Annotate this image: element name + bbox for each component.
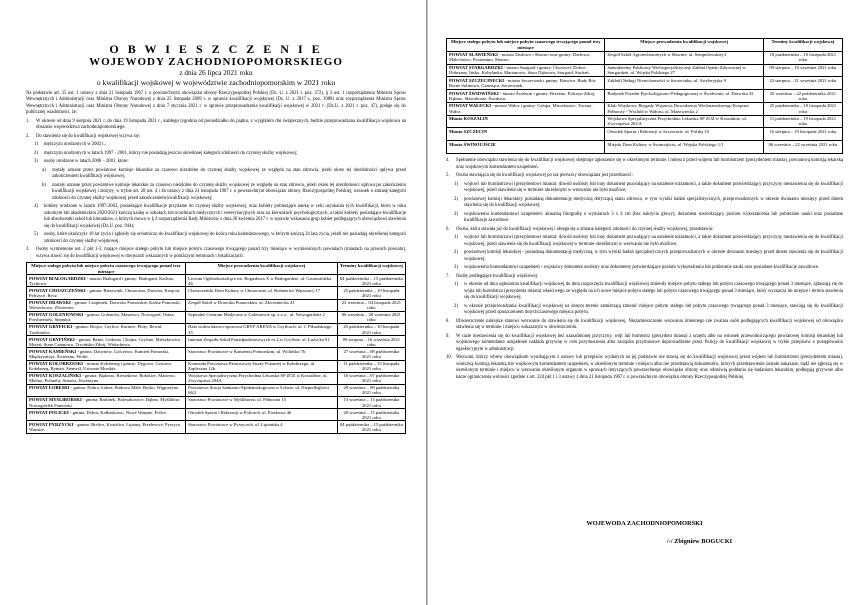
cell-place: Starostwo Powiatowe w Pyrzycach, ul. Lipiańska 4 — [186, 421, 338, 433]
page-1-content — [26, 42, 406, 605]
cell-place: Miejski Dom Kultury w Świnoujściu, ul. Wojska Polskiego 1/1 — [605, 141, 763, 154]
area-name: POWIAT PYRZYCKI — [29, 421, 74, 427]
list-item — [446, 334, 843, 354]
list-item-text: w okresie od dnia ogłoszenia kwalifikacji wojskowej do dnia rozpoczęcia kwalifikacji wojskowej zmieniły miejsce pobytu stałego lub pobytu czasowego trwającego ponad 3 miesiące, zgłaszają się do wójta lub burmistrza (prezydenta miasta) właściwego ze względu na ich nowe miejsce pobytu stałego lub pobytu czasowego trwającego ponad 3 miesiące, który wyznacza im miejsce i termin stawienia się do kwalifikacji wojskowej; — [464, 282, 843, 301]
cell-area — [27, 397, 186, 409]
list-item — [446, 173, 843, 180]
cell-dates: 23 sierpnia – 21 września 2021 roku — [763, 77, 842, 90]
cell-area — [27, 421, 186, 433]
area-name: POWIAT ŁOBESKI — [29, 385, 70, 391]
table-row — [447, 77, 843, 90]
list-item-text: Osoba stawiająca się do kwalifikacji wojskowej po raz pierwszy obowiązana jest przedstawić: — [456, 173, 633, 179]
area-name: POWIAT KAMIEŃSKI — [29, 348, 77, 354]
list-item-number: 1) — [34, 142, 38, 147]
list-item — [26, 134, 406, 141]
list-item-text: W razie niestawienia się do kwalifikacji wojskowej bez uzasadnionej przyczyny, wójt lub burmistrz (prezydent miasta) z urzędu albo na wniosek przewodniczącego powiatowej komisji lekarskiej lub wojskowego komendanta uzupełnień nakłada grzywnę w celu przymuszenia albo zarządza przymusowe doprowadzenie przez Policję do kwalifikacji wojskowej w trybie przepisów o postępowaniu egzekucyjnym w administracji. — [456, 333, 843, 352]
cell-area — [447, 141, 605, 154]
table-row — [27, 384, 406, 396]
cell-dates: 09 sierpnia – 16 września 2021 roku — [337, 336, 405, 348]
list-item-number: 9. — [446, 333, 450, 339]
cell-dates: 16 sierpnia – 19 listopada 2021 roku — [763, 128, 842, 141]
page-2 — [428, 0, 857, 605]
list-item-number: 1) — [454, 282, 458, 288]
cell-place: Szpitalne Centrum Medyczne w Goleniowie sp. z o.o., ul. Nowogardzka 2 — [186, 311, 338, 323]
list-item-text: wojskowemu komendantowi uzupełnień: aktualną fotografię o wymiarach 3 x 4 cm (bez nakrycia głowy), dokument stwierdzający poziom wykształcenia lub pobieranie nauki oraz posiadane kwalifikacje zawodowe. — [464, 211, 843, 224]
list-item — [446, 158, 843, 171]
cell-place: Zespół Szkół Agrotechnicznych w Sławnie, ul. Sempołowskiej 2 — [605, 51, 763, 64]
area-name: POWIAT BIAŁOGARDZKI — [29, 275, 86, 281]
list-item — [446, 319, 843, 332]
table-row — [27, 409, 406, 421]
area-name: POWIAT SŁAWIEŃSKI — [449, 52, 498, 58]
cell-dates: 11 października – 15 listopada 2021 roku — [337, 360, 405, 372]
table-row — [27, 275, 406, 287]
list-item — [26, 183, 406, 203]
cell-place: Powiatowa Stacja Sanitarno-Epidemiologiczna w Łobzie, ul. Niepodległości 66/2 — [186, 384, 338, 396]
cell-dates: 27 września – 08 października 2021 roku — [337, 348, 405, 360]
list-item-number: a) — [42, 167, 46, 173]
list-item-text: Spełnienie obowiązku stawienia się do kwalifikacji wojskowej obejmuje zgłoszenie się w określonym terminie i miejscu przed wójtem lub burmistrzem (prezydentem miasta), powiatową komisją lekarską oraz wojskowym komendantem uzupełnień. — [456, 158, 843, 170]
list-item-number: 3) — [454, 265, 458, 271]
area-gminy: - gmina: Będzino, Biesiekierz, Bobolice, Manowo, Mielno, Polanów, Sianów, Świeszyno. — [29, 373, 176, 384]
cell-dates: 06 września – 22 września 2021 roku — [763, 141, 842, 154]
list-item-text: Do stawienia się do kwalifikacji wojskowej wzywa się: — [36, 133, 141, 139]
list-item-number: 2) — [34, 150, 38, 156]
list-item-text: powiatowej komisji lekarskiej - posiadaną dokumentację medyczną, w tym wyniki badań specjalistycznych przeprowadzonych w okresie dwunastu miesięcy przed dniem stawienia się do kwalifikacji wojskowej; — [464, 250, 843, 262]
document-title: O B W I E S Z C Z E N I E — [109, 42, 323, 56]
list-item — [446, 282, 843, 302]
area-gminy: - miasto Darłowo i Sławno oraz gminy: Darłowo, Malechowo, Postomino, Sławno. — [449, 52, 591, 63]
cell-place: Liceum Ogólnokształcące im. Bogusława X w Białogardzie, ul. Grunwaldzka 46 — [186, 275, 338, 287]
list-item — [26, 204, 406, 230]
item-list-2 — [446, 158, 843, 381]
header-dates: Terminy kwalifikacji wojskowej — [763, 39, 842, 52]
cell-area — [447, 51, 605, 64]
area-name: POWIAT MYŚLIBORSKI — [29, 397, 82, 403]
header-area: Miejsce stałego pobytu lub miejsce pobytu czasowego trwającego ponad trzy miesiące — [447, 39, 605, 52]
table-row — [27, 360, 406, 372]
list-item-text: zostały uznane przez powiatowe komisje lekarskie za czasowo niezdolne do czynnej służby wojskowej ze względu na stan zdrowia, jeżeli okres tej niezdolności upływa przed zakończeniem kwalifikacji wojskowej, — [52, 167, 406, 179]
cell-area — [27, 323, 186, 335]
area-gminy: - gmina: Czaplinek, Drawsko Pomorskie, Kalisz Pomorski, Wierzchowo, Złocieniec. — [29, 299, 181, 311]
area-gminy: - gmina: Goleniów, Maszewo, Nowogard, Osina, Przybiernów, Stepnica. — [29, 312, 175, 323]
cell-area — [447, 64, 605, 77]
document-date: z dnia 26 lipca 2021 roku — [179, 69, 253, 77]
list-item — [446, 355, 843, 381]
list-item-number: 4. — [446, 158, 450, 164]
list-item-number: 5. — [446, 173, 450, 179]
table-header-row — [27, 263, 406, 275]
list-item — [446, 265, 843, 272]
cell-area — [27, 275, 186, 287]
list-item — [26, 142, 406, 149]
table-row — [27, 397, 406, 409]
cell-dates: 04 października – 15 października 2021 roku — [337, 421, 405, 433]
list-item-number: 1) — [454, 181, 458, 187]
list-item-number: 1. — [26, 118, 30, 124]
issuer-title: WOJEWODY ZACHODNIOPOMORSKIEGO — [89, 56, 343, 68]
list-item-text: osoby, które ukończyły 18 lat życia i zgłosiły się ochotniczo do kwalifikacji wojskowej do końca roku kalendarzowego, w którym kończą 24 lata życia, jeżeli nie posiadają określonej kategorii zdolności do czynnej służby wojskowej. — [44, 232, 406, 244]
page-1 — [0, 0, 427, 605]
cell-place: Ośrodek Sportu i Rekreacji w Policach, ul. Piaskowa 4b — [186, 409, 338, 421]
list-item-text: mężczyzn urodzonych w 2002 r.; — [44, 142, 107, 147]
item-list-1 — [26, 119, 406, 261]
cell-place: Internat Zespołu Szkół Ponadpodstawowych nr 2 w Gryfinie, ul. Łużycka 91 — [186, 336, 338, 348]
cell-dates: 20 września – 15 października 2021 roku — [337, 409, 405, 421]
list-item — [446, 227, 843, 234]
cell-place: Samodzielny Publiczny Wielospecjalistyczny Zakład Opieki Zdrowotnej w Stargardzie, ul. Wojska Polskiego 27 — [605, 64, 763, 77]
list-item — [26, 247, 406, 260]
header-dates: Terminy kwalifikacji wojskowej — [337, 263, 405, 275]
list-item — [446, 274, 843, 281]
list-item-text: Wezwani, którzy wbrew obowiązkom wynikającym z ustawy lub przepisów wydanych na jej podstawie nie stawią się do kwalifikacji wojskowej przed wójtem lub burmistrzem (prezydentem miasta), właściwą komisją lekarską lub wojskowym komendantem uzupełnień, w określonym terminie i miejscu albo nie przedstawią dokumentów, których przedstawienie zostało nakazane, bądź nie zgłoszą się w określonym terminie i miejscu w wezwaniu określonym organom w sprawach dotyczących powszechnego obowiązku obrony oraz odmówią poddania się badaniom lekarskim, podlegają grzywnie albo karze ograniczenia wolności zgodnie z art. 224 pkt 1 i 3 ustawy z dnia 21 listopada 1967 r. o powszechnym obowiązku obrony Rzeczypospolitej Polskiej. — [456, 355, 843, 380]
list-item-text: osoby urodzone w latach 2000 – 2001, które: — [44, 159, 129, 164]
cell-area — [27, 287, 186, 299]
intro-paragraph: Na podstawie art. 35 ust. 1 ustawy z dnia 21 listopada 1967 r. o powszechnym obowiązku obrony Rzeczypospolitej Polskiej (Dz. U. z 2021 r. poz. 372), § 3 ust. 1 rozporządzenia Ministra Spraw Wewnętrznych i Administracji oraz Ministra Obrony Narodowej z dnia 25 listopada 2009 r. w sprawie kwalifikacji wojskowej (Dz. U. z 2017 r., poz. 1980) oraz rozporządzenia Ministra Spraw Wewnętrznych i Administracji oraz Ministra Obrony Narodowej z dnia 7 stycznia 2021 r. w sprawie przeprowadzenia kwalifikacji wojskowej w 2021 r. (Dz.U. z 2021 r. poz. 47), podaje się do publicznej wiadomości, że: — [26, 90, 406, 115]
table-row — [27, 348, 406, 360]
area-name: POWIAT WAŁECKI — [449, 103, 491, 109]
cell-area — [447, 128, 605, 141]
area-gminy: - gmina: Dobra, Łobez, Radowo Małe, Resko, Węgorzyno. — [69, 385, 180, 391]
list-item-number: 5) — [34, 232, 38, 237]
list-item-text: Obwieszczenie niniejsze stanowi wezwanie do stawienia się do kwalifikacji wojskowej. Niezamieszczenie wezwania imiennego nie zwalnia osób podlegających kwalifikacji wojskowej od obowiązku stawienia się w terminie i miejscu wskazanym w obwieszczeniu. — [456, 318, 843, 331]
list-item-number: 3) — [454, 211, 458, 217]
table-row — [27, 287, 406, 299]
cell-dates: 11 października – 19 listopada 2021 roku — [763, 115, 842, 128]
list-item — [26, 168, 406, 181]
area-name: POWIAT GRYFICKI — [29, 324, 73, 330]
list-item-text: kobiety urodzone w latach 1997-2002, posiadające kwalifikacje przydatne do czynnej służby wojskowej, oraz kobiety pobierające naukę w celu uzyskania tych kwalifikacji, które w roku szkolnym lub akademickim 2020/2021 kończą naukę w szkołach lub uczelniach medycznych i weterynaryjnych oraz na kierunkach psychologicznych, a także kobiety posiadające kwalifikacje lub absolwentki szkół lub kierunków, o których mowa w § 2 rozporządzenia Rady Ministrów z dnia 28 kwietnia 2017 r. w sprawie wskazania grup kobiet podlegających obowiązkowi stawienia się do kwalifikacji wojskowej (Dz.U. poz. 944); — [44, 204, 406, 229]
table-row — [27, 421, 406, 433]
list-item-number: 7. — [446, 273, 450, 279]
list-item-text: Osoba, która stawała już do kwalifikacji wojskowej i ubiega się o zmianę kategorii zdolności do czynnej służby wojskowej, przedstawia: — [456, 226, 714, 232]
table-row — [447, 128, 843, 141]
list-item-number: 8. — [446, 318, 450, 324]
list-item — [446, 182, 843, 195]
list-item-number: 2. — [26, 133, 30, 139]
cell-area — [27, 360, 186, 372]
list-item-text: mężczyzn urodzonych w latach 1997 - 2001, którzy nie posiadają jeszcze określonej kategorii zdolności do czynnej służby wojskowej; — [44, 150, 298, 156]
table-row — [27, 299, 406, 311]
area-name: POWIAT CHOSZCZEŃSKI — [29, 287, 86, 293]
table-row — [447, 51, 843, 64]
cell-area — [27, 336, 186, 348]
area-name: POWIAT SZCZECINECKI — [449, 77, 505, 83]
cell-area — [27, 299, 186, 311]
cell-place: Choszczeński Dom Kultury w Choszcznie, ul. Bohaterów Warszawy 17 — [186, 287, 338, 299]
list-item-number: 1) — [454, 235, 458, 241]
table-row — [27, 372, 406, 384]
list-item-number: 4) — [34, 204, 38, 209]
schedule-table-1 — [26, 262, 406, 434]
cell-area — [27, 384, 186, 396]
table-row — [447, 115, 843, 128]
cell-place: Wojskowa Specjalistyczna Przychodnia Lekarska SP ZOZ w Koszalinie, ul. Zwycięstwa 204 A — [605, 115, 763, 128]
cell-dates: 09 sierpnia – 10 września 2021 roku — [763, 64, 842, 77]
header-place: Miejsce prowadzenia kwalifikacji wojskowej — [605, 39, 763, 52]
list-item-number: 3) — [34, 159, 38, 164]
area-gminy: - gmina: Bierzwnik, Choszczno, Drawno, Krzęcin, Pełczyce, Recz. — [29, 287, 181, 298]
cell-dates: 13 września – 13 października 2021 roku — [337, 397, 405, 409]
list-item-number: 2) — [454, 196, 458, 202]
document-subject: o kwalifikacji wojskowej w województwie zachodniopomorskim w 2021 roku — [96, 77, 336, 87]
table-header-row — [447, 39, 843, 52]
cell-area — [27, 372, 186, 384]
page-2-content — [446, 38, 843, 605]
list-item-number: 3. — [26, 247, 30, 252]
area-gminy: - gmina: Dziwnów, Golczewo, Kamień Pomorski, Międzyzdroje, Świerzno, Wolin. — [29, 348, 170, 359]
list-item-number: 2) — [454, 250, 458, 256]
table-row — [27, 311, 406, 323]
table-row — [447, 64, 843, 77]
list-item-text: W okresie od dnia 9 sierpnia 2021 r. do dnia 19 listopada 2021 r., każdego tygodnia od poniedziałku do piątku, z wyjątkiem dni świątecznych, będzie przeprowadzana kwalifikacja wojskowa na obszarze województwa zachodniopomorskiego. — [36, 118, 406, 130]
list-item-text: w okresie przeprowadzania kwalifikacji wojskowej na danym terenie zamierzają zmienić miejsce pobytu stałego lub pobytu czasowego trwającego ponad 3 miesiące, stawiają się do kwalifikacji wojskowej przed opuszczeniem dotychczasowego miejsca pobytu. — [464, 303, 843, 316]
cell-place: Zakład Obsługi Nieruchomości w Szczecinku, ul. Artyleryjska 9 — [605, 77, 763, 90]
table-row — [27, 323, 406, 335]
area-gminy: - miasto Wałcz i gminy: Człopa, Mirosławiec, Tuczno, Wałcz. — [449, 103, 593, 114]
list-item-text: powiatowej komisji lekarskiej: posiadaną dokumentację medyczną dotyczącą stanu zdrowia, w tym wyniki badań specjalistycznych, przeprowadzonych w okresie dwunastu miesięcy przed dniem stawienia się do kwalifikacji wojskowej; — [464, 196, 843, 209]
cell-area — [27, 311, 186, 323]
area-name: POWIAT STARGARDZKI — [449, 64, 503, 70]
list-item-text: Osoby podlegające kwalifikacji wojskowej: — [456, 273, 539, 279]
cell-place: Hala widowiskowo-sportowa GRYF ARENA w Gryficach, ul. J. Piłsudskiego 35 — [186, 323, 338, 335]
list-item-text: wójtowi lub burmistrzowi (prezydentowi miasta): dowód osobisty lub inny dokument pozwalający na ustalenie tożsamości, a także dokument potwierdzający przyczyny niestawienia się do kwalifikacji wojskowej, jeżeli stawienie się w terminie określonym w wezwaniu nie było możliwe; — [464, 181, 843, 194]
cell-place: Starostwo Powiatowe w Myśliborzu, ul. Północna 15 — [186, 397, 338, 409]
cell-dates: 16 września – 07 października 2021 roku — [337, 372, 405, 384]
list-item-text: zostały uznane przez powiatowe komisje lekarskie za czasowo niezdolne do czynnej służby wojskowej ze względu na stan zdrowia, jeżeli okres tej niezdolności upływa po zakończeniu kwalifikacji wojskowej i złożyły, w trybie art. 28 ust. 4 i 4b ustawy z dnia 21 listopada 1967 r. o powszechnym obowiązku obrony Rzeczypospolitej Polskiej, wniosek o zmianę kategorii zdolności do czynnej służby wojskowej przed zakończeniem kwalifikacji wojskowej; — [52, 182, 406, 201]
area-name: POWIAT DRAWSKI — [29, 299, 71, 305]
list-item-number: 6. — [446, 226, 450, 232]
cell-area — [27, 409, 186, 421]
cell-dates: 20 października – 10 listopada 2021 roku — [337, 323, 405, 335]
area-name: POWIAT ŚWIDWIŃSKI — [449, 90, 499, 96]
cell-place: Ośrodek Sportu i Rekreacji w Szczecinie, ul. Firlika 19 — [605, 128, 763, 141]
cell-place: Starostwo Powiatowe w Kamieniu Pomorskim, ul. Wolińska 7b — [186, 348, 338, 360]
list-item-number: 2) — [454, 303, 458, 309]
area-gminy: - miasto Stargard i gminy: Chociwel, Dolice, Dobrzany, Ińsko, Kobylanka, Marianowo, Stara Dąbrowa, Stargard, Suchań. — [449, 64, 590, 76]
table-row — [447, 141, 843, 154]
area-name: Miasto SZCZECIN — [449, 128, 488, 134]
list-item — [26, 232, 406, 245]
list-item — [26, 159, 406, 166]
cell-area — [447, 115, 605, 128]
list-item — [446, 212, 843, 225]
area-gminy: - gmina: Bielice, Kozielice, Lipiany, Przelewice, Pyrzyce, Warnice. — [29, 421, 181, 433]
cell-place: Wojskowa Specjalistyczna Przychodnia Lekarska SP ZOZ w Koszalinie, ul. Zwycięstwa 204A — [186, 372, 338, 384]
cell-area — [447, 90, 605, 103]
header-area: Miejsce stałego pobytu lub miejsce pobytu czasowego trwającego ponad trzy miesiące — [27, 263, 186, 275]
table-row — [27, 336, 406, 348]
cell-dates: 23 września – 04 listopada 2021 roku — [337, 299, 405, 311]
list-item — [446, 235, 843, 248]
list-item-text: wojskowemu komendantowi uzupełnień - wojskowy dokument osobisty oraz dokumenty potwierdzające poziom wykształcenia lub pobieranie nauki oraz posiadane kwalifikacje zawodowe. — [464, 265, 820, 271]
area-gminy: - gmina: Brojce, Gryfice, Karnice, Płoty, Rewal, Trzebiatów. — [29, 324, 163, 335]
list-item-text: Osoby wymienione ust. 2 pkt 1-3, mające miejsce stałego pobytu lub miejsce pobytu czasowego trwającego ponad trzy miesiące w wymienionych powiatach (miastach na prawach powiatu), wzywa stawić się do kwalifikacji wojskowej w miejscach wskazanych w poniższym terminach i lokalizacjach: — [36, 247, 406, 259]
cell-dates: 04 października – 15 października 2021 roku — [337, 275, 405, 287]
area-name: POWIAT POLICKI — [29, 409, 69, 415]
cell-dates: 18 października – 10 listopada 2021 roku — [763, 51, 842, 64]
list-item-number: 10. — [446, 355, 452, 361]
area-gminy: - miasto Białogard i gminy: Białogard, Karlino, Tychowo. — [29, 275, 175, 286]
list-item — [446, 304, 843, 317]
signature-title: WOJEWODA ZACHODNIOPOMORSKI — [586, 520, 703, 527]
area-gminy: - gmina: Banie, Cedynia, Chojna, Gryfino, Mieszkowice, Moryń, Stare Czarnowo, Trzcińsko-Zdrój, Widuchowa. — [29, 336, 182, 347]
list-item-text: wójtowi lub burmistrzowi (prezydentowi miasta): dowód osobisty lub inny dokument pozwalający na ustalenie tożsamości, a także dokument potwierdzający przyczyny niestawienia się do kwalifikacji wojskowej, jeżeli stawienie się do kwalifikacji wojskowej w terminie określonym w wezwaniu nie było możliwe; — [464, 235, 843, 247]
list-item — [446, 197, 843, 210]
cell-dates: 20 września – 22 października 2021 roku — [763, 90, 842, 103]
area-gminy: - miasto Świdwin i gminy: Brzeżno, Połczyn-Zdrój, Rąbino, Sławoborze, Świdwin. — [449, 90, 596, 101]
cell-dates: 06 września – 28 września 2021 roku — [337, 311, 405, 323]
signature-name: /-/ Zbigniew BOGUCKI — [666, 538, 733, 545]
list-item-number: b) — [42, 182, 46, 188]
header-place: Miejsce prowadzenia kwalifikacji wojskowej — [186, 263, 338, 275]
area-gminy: - gmina: Dobra, Kołbaskowo, Nowe Warpno, Police. — [68, 409, 168, 415]
cell-dates: 20 września – 08 października 2021 roku — [337, 384, 405, 396]
area-name: POWIAT KOSZALIŃSKI — [29, 373, 82, 379]
area-gminy: - gmina: Barlinek, Boleszkowice, Dębno, Myślibórz, Nowogródek Pomorski. — [29, 397, 181, 408]
list-item — [26, 151, 406, 158]
cell-place: Komenda Powiatowa Państwowej Straży Pożarnej w Kołobrzegu, ul. Zapleczna 12b — [186, 360, 338, 372]
list-item — [446, 250, 843, 263]
table-row — [447, 102, 843, 115]
cell-dates: 25 października – 19 listopada 2021 roku — [763, 102, 842, 115]
area-name: Miasto ŚWINOUJŚCIE — [449, 141, 496, 147]
area-gminy: - miasto Kołobrzeg i gminy: Dygowo, Gościno, Kołobrzeg, Rymań, Siemyśl, Ustronie Morskie. — [29, 360, 173, 372]
cell-area — [27, 348, 186, 360]
area-gminy: - miasto Szczecinek i gminy: Barwice, Biały Bór, Borne Sulinowo, Grzmiąca, Szczecinek. — [449, 77, 597, 88]
cell-place: Budynek Poradni Psychologiczno-Pedagogicznej w Świdwinie, ul. Drawska 32 — [605, 90, 763, 103]
cell-place: Zespół Szkół w Drawsku Pomorskim, ul. Złocieniecka 25 — [186, 299, 338, 311]
area-name: Miasto KOSZALIN — [449, 116, 488, 122]
list-item — [26, 119, 406, 132]
cell-place: Klub Wojskowy Brygady Wsparcia Dowodzenia Wielonarodowego Korpusu Północny - Wschód w Wałczu, ul. Mazowiecka 2 — [605, 102, 763, 115]
cell-area — [447, 77, 605, 90]
cell-dates: 25 października – 19 listopada 2021 roku — [337, 287, 405, 299]
area-name: POWIAT KOŁOBRZESKI — [29, 360, 84, 366]
area-name: POWIAT GRYFIŃSKI — [29, 336, 75, 342]
schedule-table-2 — [446, 38, 843, 154]
area-name: POWIAT GOLENIOWSKI — [29, 312, 84, 318]
cell-area — [447, 102, 605, 115]
table-row — [447, 90, 843, 103]
